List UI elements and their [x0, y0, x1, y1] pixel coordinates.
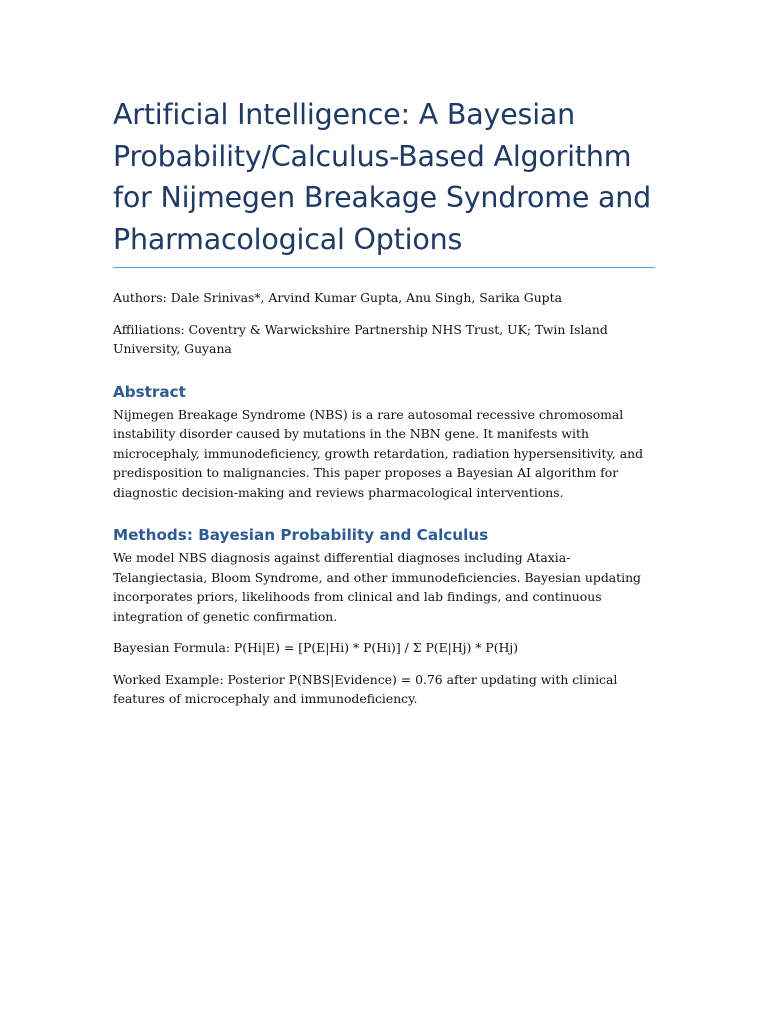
document-page — [113, 94, 655, 709]
bayesian-formula: Bayesian Formula: P(Hi|E) = [P(E|Hi) * P(Hi)] / Σ P(E|Hj) * P(Hj) — [113, 640, 519, 655]
methods-text: We model NBS diagnosis against differential diagnoses including Ataxia-Telangiectasia, Bloom Syndrome, and other immunodeficiencies. Bayesian updating incorporates priors, likelihoods from clinical and lab findings, and continuous integration of genetic confirmation. — [113, 550, 641, 624]
abstract-heading: Abstract — [113, 382, 186, 401]
document-title: Artificial Intelligence: A Bayesian Probability/Calculus-Based Algorithm for Nijmegen Breakage Syndrome and Pharmacological Options — [113, 98, 652, 256]
affiliations-line: Affiliations: Coventry & Warwickshire Partnership NHS Trust, UK; Twin Island University, Guyana — [113, 321, 608, 356]
title-divider — [113, 267, 655, 268]
authors-line: Authors: Dale Srinivas*, Arvind Kumar Gupta, Anu Singh, Sarika Gupta — [113, 290, 562, 305]
abstract-text: Nijmegen Breakage Syndrome (NBS) is a rare autosomal recessive chromosomal instability disorder caused by mutations in the NBN gene. It manifests with microcephaly, immunodeficiency, growth retardation, radiation hypersensitivity, and predisposition to malignancies. This paper proposes a Bayesian AI algorithm for diagnostic decision-making and reviews pharmacological interventions. — [113, 406, 644, 500]
worked-example: Worked Example: Posterior P(NBS|Evidence) = 0.76 after updating with clinical features of microcephaly and immunodeficiency. — [113, 671, 618, 706]
methods-heading: Methods: Bayesian Probability and Calculus — [113, 526, 489, 544]
